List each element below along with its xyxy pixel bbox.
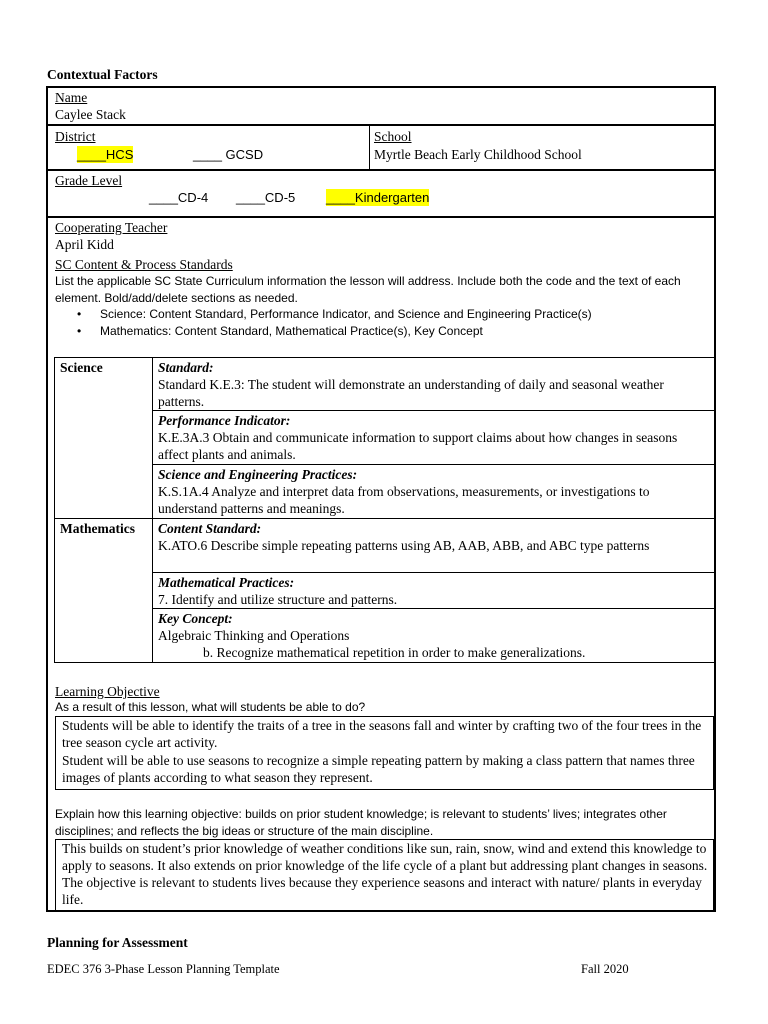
grade-option-cd4[interactable]: ____CD-4 — [149, 190, 209, 205]
school-label: School — [374, 129, 412, 144]
footer-term: Fall 2020 — [581, 962, 629, 976]
science-standard-text: Standard K.E.3: The student will demonstrate an understanding of daily and seasonal weather patterns. — [158, 377, 664, 409]
cooperating-teacher-label: Cooperating Teacher — [55, 220, 168, 235]
learning-objective-answer-box[interactable] — [55, 716, 714, 790]
footer-template-title: EDEC 376 3-Phase Lesson Planning Template — [47, 962, 280, 976]
science-row-label: Science — [55, 358, 153, 519]
math-content-standard-text: K.ATO.6 Describe simple repeating patterns using AB, AAB, ABB, and ABC type patterns — [158, 538, 650, 553]
key-concept-heading: Key Concept: — [158, 611, 233, 626]
science-practices-text: K.S.1A.4 Analyze and interpret data from observations, measurements, or investigations to understand patterns and meanings. — [158, 484, 650, 516]
key-concept-cell — [153, 609, 715, 663]
district-option-hcs[interactable]: ____HCS — [77, 147, 134, 162]
key-concept-subtext: b. Recognize mathematical repetition in order to make generalizations. — [203, 645, 586, 660]
explain-answer-box[interactable] — [55, 839, 714, 911]
explain-answer-text: This builds on student’s prior knowledge of weather conditions like sun, rain, snow, wind and extend this knowledge to apply to seasons. It also extends on prior knowledge of the life cycle of a plant but addressing plant changes in seasons. The objective is relevant to students lives because they experience seasons and interact with nature/ plants in everyday life. — [62, 841, 708, 907]
explain-prompt: Explain how this learning objective: builds on prior student knowledge; is relevant to students’ lives; integrates other disciplines; and reflects the big ideas or structure of the main discipline. — [55, 807, 667, 838]
grade-option-kindergarten[interactable]: ____Kindergarten — [326, 190, 430, 205]
standards-instructions: List the applicable SC State Curriculum information the lesson will address. Include both the code and the text of each element. Bold/add/delete sections as needed. — [55, 274, 681, 305]
math-practices-text: 7. Identify and utilize structure and patterns. — [158, 592, 398, 607]
grade-level-label: Grade Level — [55, 173, 123, 188]
standards-table — [54, 357, 715, 663]
performance-indicator-heading: Performance Indicator: — [158, 413, 291, 428]
science-practices-cell — [153, 465, 715, 519]
cooperating-teacher-value[interactable]: April Kidd — [55, 237, 114, 252]
district-option-gcsd[interactable]: ____ GCSD — [193, 147, 264, 162]
bullet-science: • Science: Content Standard, Performance Indicator, and Science and Engineering Practice(s) — [55, 306, 715, 323]
performance-indicator-text: K.E.3A.3 Obtain and communicate information to support claims about how changes in seasons affect plants and animals. — [158, 430, 678, 462]
performance-indicator-cell — [153, 411, 715, 465]
standards-bullet-list — [55, 306, 715, 340]
row-divider — [46, 216, 716, 218]
grade-option-cd5[interactable]: ____CD-5 — [236, 190, 296, 205]
learning-objective-answer-2: Student will be able to use seasons to recognize a simple repeating pattern by making a class pattern that names three images of plants according to what season they represent. — [62, 753, 695, 785]
math-content-standard-heading: Content Standard: — [158, 521, 262, 536]
science-standard-cell — [153, 358, 715, 411]
science-practices-heading: Science and Engineering Practices: — [158, 467, 358, 482]
mathematics-row-label: Mathematics — [55, 519, 153, 663]
name-label: Name — [55, 90, 88, 105]
school-value[interactable]: Myrtle Beach Early Childhood School — [374, 147, 582, 162]
standards-label: SC Content & Process Standards — [55, 257, 233, 272]
key-concept-text: Algebraic Thinking and Operations — [158, 628, 350, 643]
learning-objective-answer-1: Students will be able to identify the traits of a tree in the seasons fall and winter by crafting two of the four trees in the tree season cycle art activity. — [62, 718, 702, 750]
bullet-mathematics: • Mathematics: Content Standard, Mathematical Practice(s), Key Concept — [55, 323, 715, 340]
district-label: District — [55, 129, 96, 144]
learning-objective-prompt: As a result of this lesson, what will students be able to do? — [55, 700, 366, 714]
math-practices-heading: Mathematical Practices: — [158, 575, 295, 590]
section-heading-planning-for-assessment: Planning for Assessment — [47, 935, 188, 950]
row-divider — [46, 169, 716, 171]
section-heading-contextual-factors: Contextual Factors — [47, 67, 158, 82]
row-divider — [46, 124, 716, 126]
learning-objective-label: Learning Objective — [55, 684, 160, 699]
column-divider — [369, 125, 370, 169]
math-content-standard-cell — [153, 519, 715, 573]
name-value[interactable]: Caylee Stack — [55, 107, 126, 122]
math-practices-cell — [153, 573, 715, 609]
science-standard-heading: Standard: — [158, 360, 214, 375]
